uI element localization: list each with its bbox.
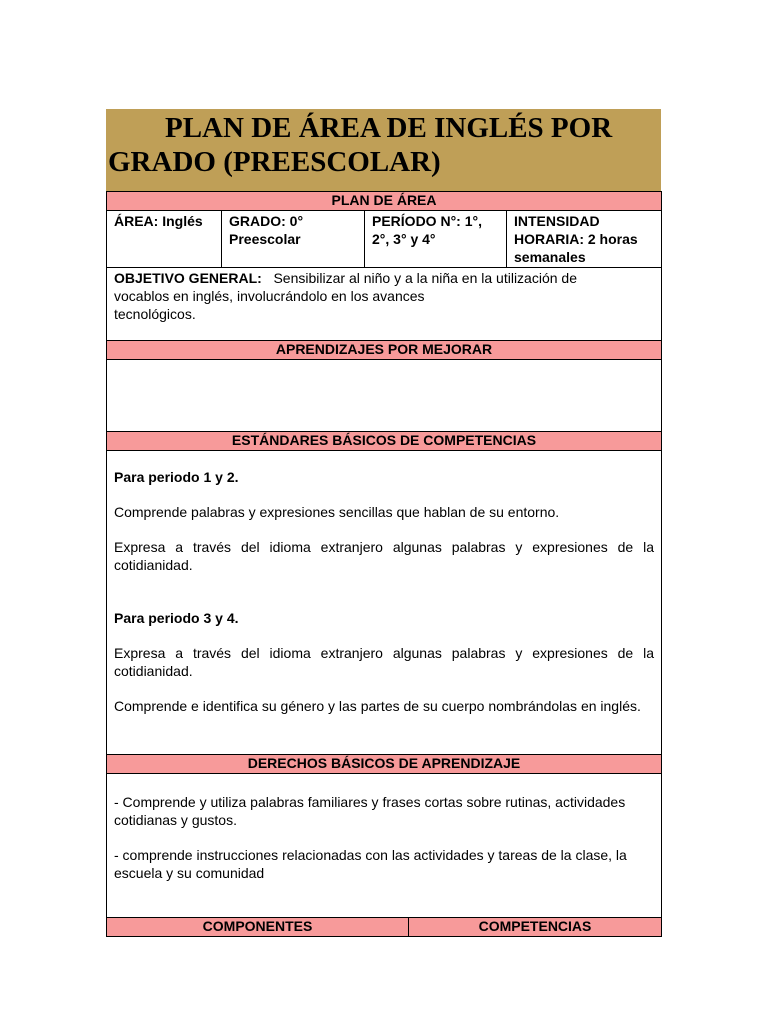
plan-table xyxy=(106,191,662,918)
intensidad-label: INTENSIDAD HORARIA: 2 horas xyxy=(514,213,638,247)
area-cell: ÁREA: Inglés xyxy=(107,211,222,268)
objetivo-line-3: tecnológicos. xyxy=(114,306,196,322)
estandares-header: ESTÁNDARES BÁSICOS DE COMPETENCIAS xyxy=(107,432,662,451)
derechos-header: DERECHOS BÁSICOS DE APRENDIZAJE xyxy=(107,755,662,774)
title-line-1: PLAN DE ÁREA DE INGLÉS POR xyxy=(165,112,613,144)
periodo-1-2-title: Para periodo 1 y 2. xyxy=(114,469,239,485)
grado-cell: GRADO: 0° Preescolar xyxy=(222,211,365,268)
objetivo-line-2: vocablos en inglés, involucrándolo en los avances xyxy=(114,288,425,304)
objetivo-label: OBJETIVO GENERAL: xyxy=(114,270,262,286)
periodo-3-4-title: Para periodo 3 y 4. xyxy=(114,610,239,626)
estandares-body xyxy=(107,451,662,755)
derechos-body xyxy=(107,774,662,918)
objetivo-cell xyxy=(107,268,662,341)
periodo-cell: PERÍODO N°: 1°, 2°, 3° y 4° xyxy=(365,211,507,268)
competencias-header: COMPETENCIAS xyxy=(409,918,662,937)
document-title xyxy=(108,111,661,179)
derechos-item-2: - comprende instrucciones relacionadas con las actividades y tareas de la clase, la escuela y su comunidad xyxy=(114,847,627,881)
intensidad-extra: semanales xyxy=(514,249,586,265)
aprendizajes-header: APRENDIZAJES POR MEJORAR xyxy=(107,341,662,360)
objetivo-line-1: Sensibilizar al niño y a la niña en la utilización de xyxy=(273,270,577,286)
periodo-3-4-item-2: Comprende e identifica su género y las partes de su cuerpo nombrándolas en inglés. xyxy=(114,698,641,714)
intensidad-cell xyxy=(507,211,662,268)
aprendizajes-body xyxy=(107,360,662,432)
title-banner xyxy=(106,109,661,191)
periodo-1-2-item-2: Expresa a través del idioma extranjero algunas palabras y expresiones de la cotidianidad. xyxy=(114,539,655,573)
plan-area-header: PLAN DE ÁREA xyxy=(107,192,662,211)
periodo-3-4-item-1: Expresa a través del idioma extranjero algunas palabras y expresiones de la cotidianidad. xyxy=(114,645,655,679)
derechos-item-1: - Comprende y utiliza palabras familiares y frases cortas sobre rutinas, actividades cotidianas y gustos. xyxy=(114,794,626,828)
title-line-2: GRADO (PREESCOLAR) xyxy=(108,146,441,178)
periodo-1-2-item-1: Comprende palabras y expresiones sencillas que hablan de su entorno. xyxy=(114,504,560,520)
componentes-header: COMPONENTES xyxy=(107,918,409,937)
componentes-table xyxy=(106,918,662,937)
document xyxy=(106,109,661,937)
